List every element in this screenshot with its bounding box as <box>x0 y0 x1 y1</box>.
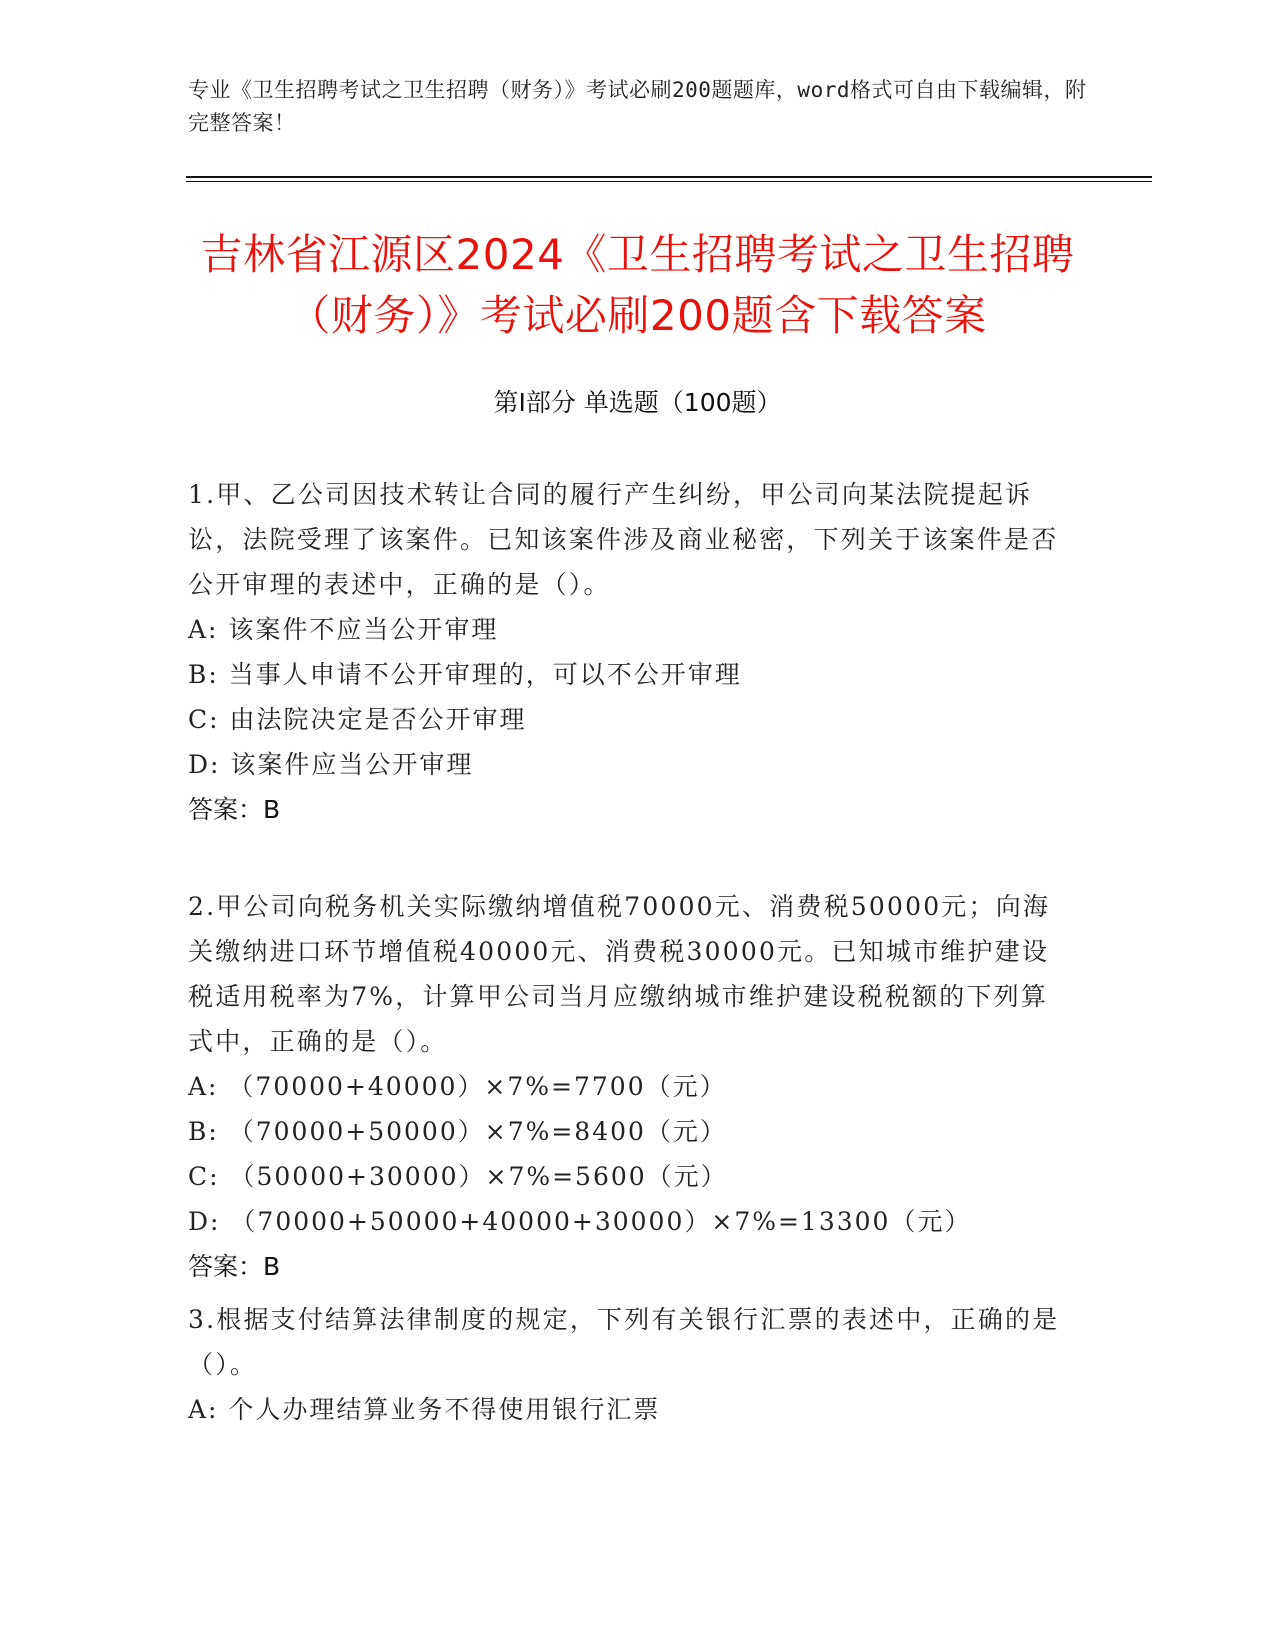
question-3 <box>188 1297 1068 1432</box>
option-d: D: 该案件应当公开审理 <box>188 750 474 779</box>
question-2 <box>188 884 1068 1289</box>
question-stem: 2.甲公司向税务机关实际缴纳增值税70000元、消费税50000元；向海关缴纳进口环节增值税40000元、消费税30000元。已知城市维护建设税适用税率为7%，计算甲公司当月应缴纳城市维护建设税税额的下列算式中，正确的是（）。 <box>188 892 1051 1056</box>
option-b: B: （70000+50000）×7%=8400（元） <box>188 1117 727 1146</box>
answer: 答案：B <box>188 795 281 824</box>
option-d: D: （70000+50000+40000+30000）×7%=13300（元） <box>188 1207 972 1236</box>
question-1 <box>188 472 1068 832</box>
option-a: A: （70000+40000）×7%=7700（元） <box>188 1072 727 1101</box>
option-c: C: （50000+30000）×7%=5600（元） <box>188 1162 728 1191</box>
question-stem: 3.根据支付结算法律制度的规定，下列有关银行汇票的表述中，正确的是（）。 <box>188 1305 1060 1379</box>
option-c: C: 由法院决定是否公开审理 <box>188 705 527 734</box>
document-title: 吉林省江源区2024《卫生招聘考试之卫生招聘（财务）》考试必刷200题含下载答案 <box>200 230 1075 340</box>
header-note: 专业《卫生招聘考试之卫生招聘（财务）》考试必刷200题题库，word格式可自由下载编辑，附完整答案！ <box>188 78 1087 135</box>
option-a: A: 该案件不应当公开审理 <box>188 615 499 644</box>
question-stem: 1.甲、乙公司因技术转让合同的履行产生纠纷，甲公司向某法院提起诉讼，法院受理了该案件。已知该案件涉及商业秘密，下列关于该案件是否公开审理的表述中，正确的是（）。 <box>188 480 1059 599</box>
section-title: 第Ⅰ部分 单选题（100题） <box>493 388 782 417</box>
option-b: B: 当事人申请不公开审理的，可以不公开审理 <box>188 660 742 689</box>
header-divider-thick <box>186 176 1152 178</box>
answer: 答案：B <box>188 1252 281 1281</box>
option-a: A: 个人办理结算业务不得使用银行汇票 <box>188 1395 661 1424</box>
header-divider-thin <box>186 181 1152 182</box>
